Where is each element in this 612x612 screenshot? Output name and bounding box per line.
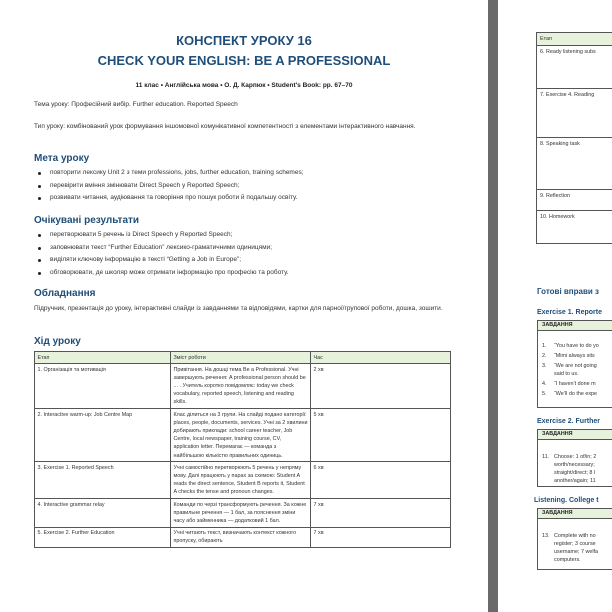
lesson-plan-table — [34, 351, 451, 548]
list-item: виділяти ключову інформацію в тексті “Getting a Job in Europe”; — [34, 254, 289, 267]
table-row — [35, 364, 451, 409]
listening-box — [537, 508, 612, 570]
answer-line: worth/necessary; — [554, 462, 595, 468]
lesson-type: Тип уроку: комбінований урок формування іншомовної комунікативної компетентності з елементами інтерактивного навчання. — [34, 123, 416, 130]
answer-line: Complete with no — [554, 533, 596, 539]
stage-cell: 5. Exercise 2. Further Education — [35, 527, 171, 547]
plan-heading: Хід уроку — [34, 336, 81, 347]
task-label: ЗАВДАННЯ — [538, 430, 612, 440]
list-item: перевірити вміння змінювати Direct Speech у Reported Speech; — [34, 180, 304, 193]
answer-line: straight/direct; 8 l — [554, 470, 596, 476]
content-cell: Учні читають текст, визначають контекст кожного пропуску, обирають — [171, 527, 311, 547]
table-row — [537, 190, 612, 211]
time-cell: 7 хв — [311, 527, 451, 547]
listening-title: Listening. College t — [534, 497, 599, 504]
item-number: 13. — [542, 533, 550, 539]
list-item: перетворювати 5 речень із Direct Speech у Reported Speech; — [34, 229, 289, 242]
column-header: Етап — [35, 352, 171, 364]
table-row — [35, 527, 451, 547]
table-header-row — [537, 33, 612, 46]
stage-cell: 8. Speaking task — [537, 138, 612, 190]
table-row — [537, 211, 612, 244]
content-cell: Учні самостійно перетворюють 5 речень у непряму мову. Далі працюють у парах за схемою: Student A reads the direct sentence, Student B reports it, Student A checks the tense and pronoun changes. — [171, 462, 311, 499]
item-number: 11. — [542, 454, 550, 460]
list-item: обговорювати, де школяр може отримати інформацію про професію та роботу. — [34, 267, 289, 280]
content-cell: Клас ділиться на 3 групи. На слайді подано категорії: places, people, documents, services. Учні за 2 хвилини добирають приклади: school career teacher, Job Centre, local newspaper, training course, CV, application letter. Перемагає — команда з найбільшою кількістю правильних одиниць. — [171, 409, 311, 462]
document-subtitle: CHECK YOUR ENGLISH: BE A PROFESSIONAL — [97, 53, 391, 68]
equipment-heading: Обладнання — [34, 288, 96, 299]
content-cell: Команди по черзі трансформують речення. За кожне правильне речення — 1 бал, за пояснення зміни часу або займенника — додатковий 1 бал. — [171, 499, 311, 528]
table-row — [35, 462, 451, 499]
column-header: Час — [311, 352, 451, 364]
stage-cell: 4. Interactive grammar relay — [35, 499, 171, 528]
stage-cell: 2. Interactive warm-up: Job Centre Map — [35, 409, 171, 462]
exercise-2-box — [537, 429, 612, 487]
list-item: повторити лексику Unit 2 з теми professions, jobs, further education, training schemes; — [34, 167, 304, 180]
column-header: Етап — [537, 33, 612, 46]
time-cell: 7 хв — [311, 499, 451, 528]
task-label: ЗАВДАННЯ — [538, 509, 612, 519]
table-header-row — [35, 352, 451, 364]
lesson-plan-table-continued — [536, 32, 612, 244]
stage-cell: 6. Ready listening subs — [537, 46, 612, 89]
goal-heading: Мета уроку — [34, 153, 90, 164]
stage-cell: 3. Exercise 1. Reported Speech — [35, 462, 171, 499]
time-cell: 5 хв — [311, 409, 451, 462]
results-list — [34, 229, 289, 279]
lesson-topic: Тема уроку: Професійний вибір. Further education. Reported Speech — [34, 101, 238, 108]
table-row — [35, 409, 451, 462]
table-row — [537, 138, 612, 190]
document-title: КОНСПЕКТ УРОКУ 16 — [176, 33, 312, 48]
answer-line: computers. — [554, 557, 581, 563]
column-header: Зміст роботи — [171, 352, 311, 364]
equipment-text: Підручник, презентація до уроку, інтерактивні слайди із завданнями та відповідями, картки для парної/групової роботи, дошка, зошити. — [34, 305, 443, 312]
time-cell: 2 хв — [311, 364, 451, 409]
document-meta: 11 клас • Англійська мова • О. Д. Карпюк • Student's Book: pp. 67–70 — [135, 82, 353, 89]
stage-cell: 1. Організація та мотивація — [35, 364, 171, 409]
task-label: ЗАВДАННЯ — [538, 321, 612, 331]
exercise-1-title: Exercise 1. Reporte — [537, 309, 602, 316]
content-cell: Привітання. На дошці тема Be a Professional. Учні завершують речення: A professional person should be ... . Учитель коротко повідомляє: today we check vocabulary, reported speech, listening and reading skills. — [171, 364, 311, 409]
goal-list — [34, 167, 304, 205]
document-page-2 — [498, 0, 612, 612]
stage-cell: 10. Homework — [537, 211, 612, 244]
list-item: заповнювати текст “Further Education” лексико-граматичними одиницями; — [34, 242, 289, 255]
answer-line: another/again; 11 — [554, 478, 596, 484]
stage-cell: 9. Reflection — [537, 190, 612, 211]
table-row — [35, 499, 451, 528]
exercise-1-box: ЗАВДАННЯ 1. “You have to do yo 2. “Mimi always sits 3. “We are not going said to us. 4. “I haven’t done m 5. “We’ll do the expe — [537, 320, 612, 408]
table-row — [537, 89, 612, 138]
exercise-2-title: Exercise 2. Further — [537, 418, 601, 425]
page-gap — [488, 0, 498, 612]
table-row — [537, 46, 612, 89]
stage-cell: 7. Exercise 4. Reading — [537, 89, 612, 138]
time-cell: 6 хв — [311, 462, 451, 499]
answer-line: username; 7 welfa — [554, 549, 599, 555]
answer-line: Choose: 1 of/in; 2 — [554, 454, 597, 460]
ready-exercises-heading: Готові вправи з — [537, 287, 600, 296]
results-heading: Очікувані результати — [34, 215, 140, 226]
answer-line: register; 3 course — [554, 541, 596, 547]
list-item: розвивати читання, аудіювання та говоріння про пошук роботи й подальшу освіту. — [34, 192, 304, 205]
